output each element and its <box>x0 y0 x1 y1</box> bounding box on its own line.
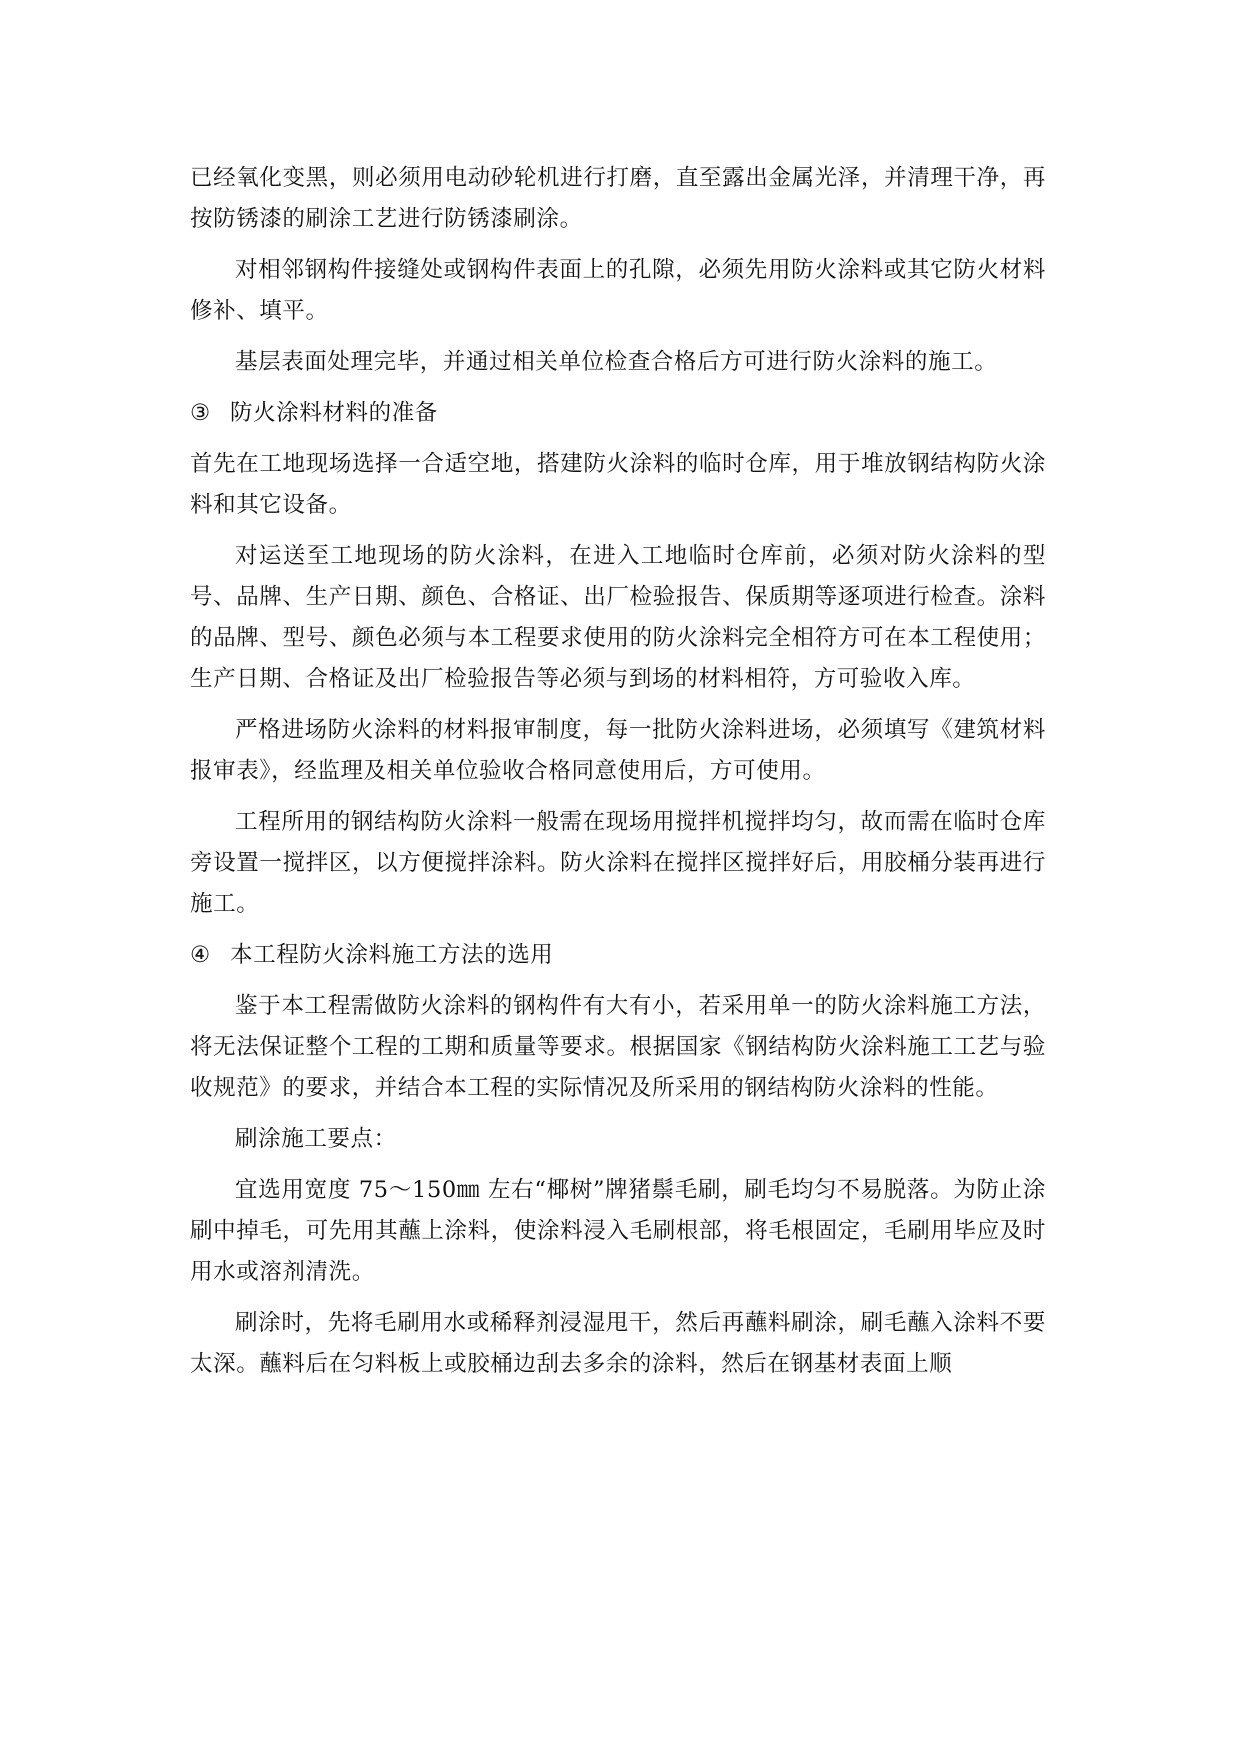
section-title: 防火涂料材料的准备 <box>230 400 438 426</box>
paragraph: 宜选用宽度 75～150㎜ 左右“椰树”牌猪鬃毛刷，刷毛均匀不易脱落。为防止涂刷中掉毛，可先用其蘸上涂料，使涂料浸入毛刷根部，将毛根固定，毛刷用毕应及时用水或溶剂清洗。 <box>190 1177 1046 1285</box>
paragraph: 首先在工地现场选择一合适空地，搭建防火涂料的临时仓库，用于堆放钢结构防火涂料和其它设备。 <box>190 451 1046 518</box>
paragraph: 对运送至工地现场的防火涂料，在进入工地临时仓库前，必须对防火涂料的型号、品牌、生产日期、颜色、合格证、出厂检验报告、保质期等逐项进行检查。涂料的品牌、型号、颜色必须与本工程要求使用的防火涂料完全相符方可在本工程使用；生产日期、合格证及出厂检验报告等必须与到场的材料相符，方可验收入库。 <box>190 543 1046 692</box>
paragraph: 已经氧化变黑，则必须用电动砂轮机进行打磨，直至露出金属光泽，并清理干净，再按防锈漆的刷涂工艺进行防锈漆刷涂。 <box>190 165 1046 232</box>
paragraph: 刷涂施工要点： <box>235 1126 397 1152</box>
paragraph: 基层表面处理完毕，并通过相关单位检查合格后方可进行防火涂料的施工。 <box>235 349 998 375</box>
paragraph: 鉴于本工程需做防火涂料的钢构件有大有小，若采用单一的防火涂料施工方法，将无法保证整个工程的工期和质量等要求。根据国家《钢结构防火涂料施工工艺与验收规范》的要求，并结合本工程的实际情况及所采用的钢结构防火涂料的性能。 <box>190 993 1046 1101</box>
section-title: 本工程防火涂料施工方法的选用 <box>230 942 554 968</box>
section-heading <box>190 393 1046 434</box>
paragraph: 工程所用的钢结构防火涂料一般需在现场用搅拌机搅拌均匀，故而需在临时仓库旁设置一搅拌区，以方便搅拌涂料。防火涂料在搅拌区搅拌好后，用胶桶分装再进行施工。 <box>190 809 1046 917</box>
section-number: ③ <box>190 400 211 426</box>
document-body <box>190 158 1046 1395</box>
paragraph: 刷涂时，先将毛刷用水或稀释剂浸湿甩干，然后再蘸料刷涂，刷毛蘸入涂料不要太深。蘸料后在匀料板上或胶桶边刮去多余的涂料，然后在钢基材表面上顺 <box>190 1310 1046 1377</box>
section-heading <box>190 935 1046 976</box>
paragraph: 严格进场防火涂料的材料报审制度，每一批防火涂料进场，必须填写《建筑材料报审表》，经监理及相关单位验收合格同意使用后，方可使用。 <box>190 717 1046 784</box>
section-number: ④ <box>190 942 211 968</box>
paragraph: 对相邻钢构件接缝处或钢构件表面上的孔隙，必须先用防火涂料或其它防火材料修补、填平。 <box>190 257 1046 324</box>
